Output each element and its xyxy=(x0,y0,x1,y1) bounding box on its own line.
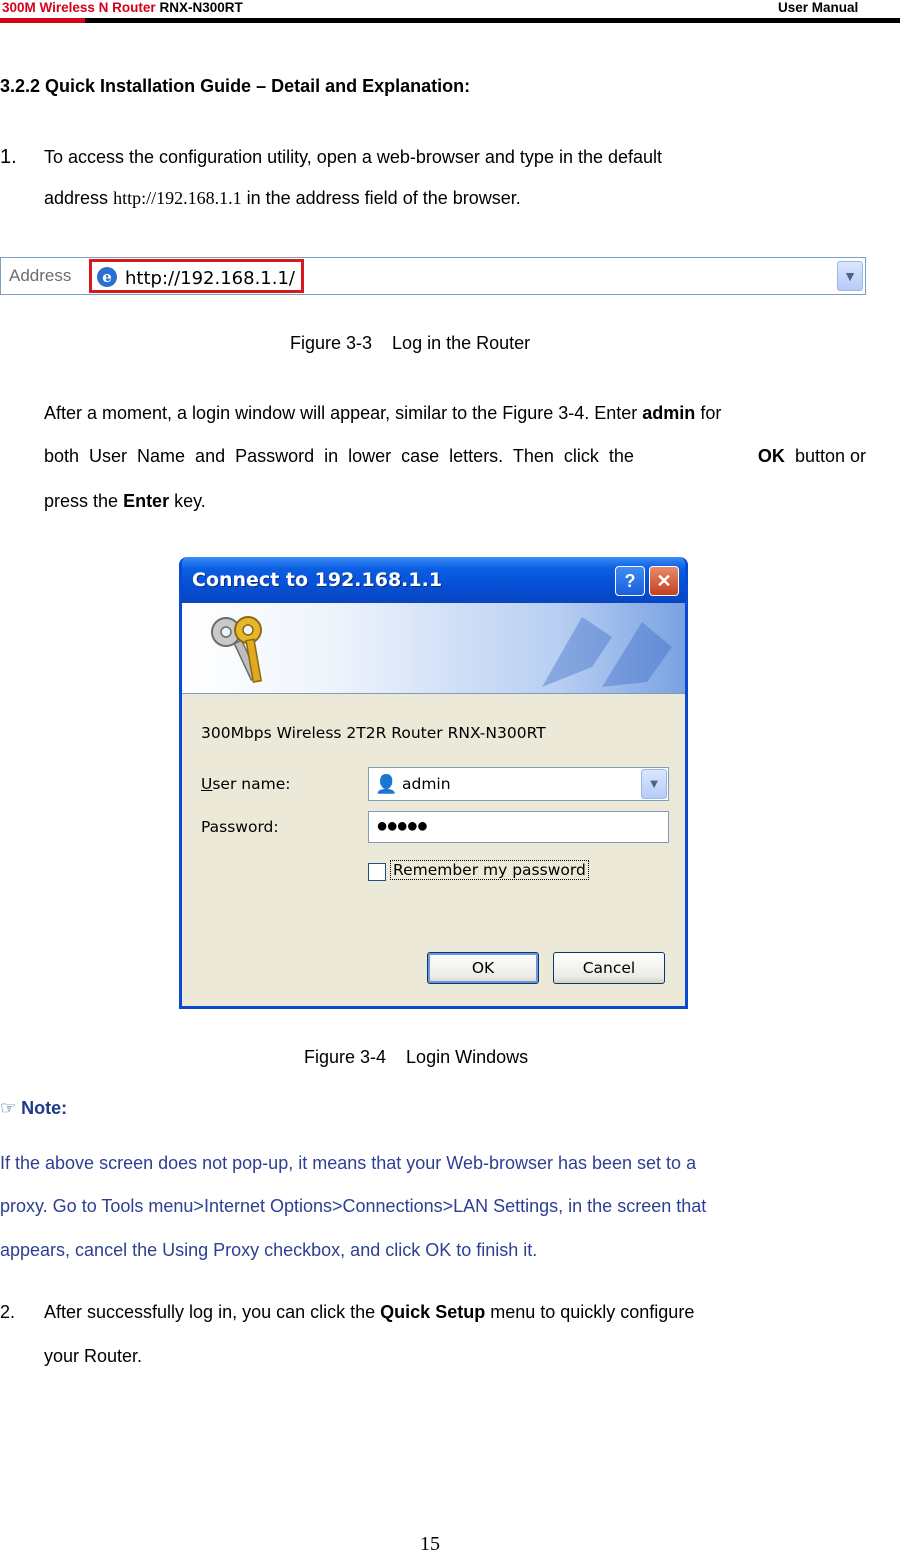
browser-address-bar xyxy=(0,257,866,295)
step1-url: http://192.168.1.1 xyxy=(113,188,242,208)
header-model: RNX-N300RT xyxy=(159,0,243,15)
instr-line1-after: for xyxy=(700,403,722,423)
chevron-down-icon: ▼ xyxy=(843,268,857,284)
login-instructions-line1 xyxy=(44,403,866,423)
login-instructions-line3 xyxy=(44,491,206,511)
header-rule-black xyxy=(85,18,900,23)
username-label xyxy=(201,775,290,793)
password-field[interactable] xyxy=(368,811,669,843)
cancel-button[interactable]: Cancel xyxy=(553,952,665,984)
username-field[interactable] xyxy=(368,767,669,801)
username-value: admin xyxy=(402,775,451,793)
step1-line2 xyxy=(44,188,521,208)
note-line1: If the above screen does not pop-up, it means that your Web-browser has been set to a xyxy=(0,1153,697,1173)
username-dropdown-button[interactable] xyxy=(641,769,667,799)
url-highlight-box xyxy=(89,259,304,293)
chevron-down-icon: ▼ xyxy=(647,776,661,791)
header-product xyxy=(2,0,243,15)
instr-line2-text: both User Name and Password in lower case letters. Then click the xyxy=(44,446,634,466)
step1-line2-rest: in the address field of the browser. xyxy=(246,188,521,208)
help-button[interactable]: ? xyxy=(615,566,645,596)
header-rule-red xyxy=(0,18,85,23)
instr-ok: OK xyxy=(757,446,785,466)
step1-line1: To access the configuration utility, open a web-browser and type in the default xyxy=(44,147,663,167)
pointing-hand-icon: ☞ xyxy=(0,1098,17,1118)
decorative-network-graphic xyxy=(522,607,682,693)
step1-number: 1. xyxy=(0,146,17,168)
note-label: Note: xyxy=(21,1098,68,1118)
password-label: Password: xyxy=(201,818,279,836)
instr-line1-text: After a moment, a login window will appear, similar to the Figure 3-4. Enter xyxy=(44,403,638,423)
remember-password-label[interactable]: Remember my password xyxy=(390,860,589,880)
header-doc-type: User Manual xyxy=(778,0,859,15)
instr-line3-text: press the xyxy=(44,491,119,511)
login-dialog xyxy=(179,557,688,1009)
remember-password-checkbox[interactable] xyxy=(368,863,386,881)
step2-line2: your Router. xyxy=(44,1346,143,1366)
dialog-title: Connect to 192.168.1.1 xyxy=(192,569,443,591)
figure-3-4-caption: Figure 3-4 Login Windows xyxy=(304,1047,529,1067)
address-url[interactable]: http://192.168.1.1/ xyxy=(125,268,295,289)
step2-quick-setup: Quick Setup xyxy=(380,1302,486,1322)
login-instructions-line2 xyxy=(44,446,866,466)
address-label: Address xyxy=(9,266,72,285)
user-icon: 👤 xyxy=(375,774,398,794)
instr-admin: admin xyxy=(642,403,696,423)
page-number: 15 xyxy=(420,1533,440,1555)
section-heading: 3.2.2 Quick Installation Guide – Detail and Explanation: xyxy=(0,76,471,96)
address-dropdown-button[interactable] xyxy=(837,261,863,291)
note-line3: appears, cancel the Using Proxy checkbox, and click OK to finish it. xyxy=(0,1240,538,1260)
note-heading xyxy=(0,1098,67,1119)
step2-line1 xyxy=(44,1302,694,1322)
dialog-banner xyxy=(182,603,685,694)
keys-icon xyxy=(204,608,284,688)
password-value: ●●●●● xyxy=(376,815,427,837)
page-header xyxy=(0,0,900,26)
dialog-titlebar[interactable] xyxy=(182,557,685,603)
username-label-text: ser name: xyxy=(212,775,291,793)
header-product-name: 300M Wireless N Router xyxy=(2,0,156,15)
instr-line3-after: key. xyxy=(174,491,206,511)
step2-line1-text: After successfully log in, you can click the xyxy=(44,1302,376,1322)
figure-3-3-caption: Figure 3-3 Log in the Router xyxy=(290,333,531,353)
close-button[interactable]: ✕ xyxy=(649,566,679,596)
step2-number: 2. xyxy=(0,1302,16,1322)
username-label-accesskey: U xyxy=(201,775,213,793)
ok-button[interactable]: OK xyxy=(427,952,539,984)
instr-line2-after: button or xyxy=(794,446,866,466)
router-description: 300Mbps Wireless 2T2R Router RNX-N300RT xyxy=(201,724,546,742)
note-line2: proxy. Go to Tools menu>Internet Options>Connections>LAN Settings, in the screen that xyxy=(0,1196,707,1216)
step2-line1-after: menu to quickly configure xyxy=(490,1302,695,1322)
step1-address-word: address xyxy=(44,188,109,208)
instr-enter: Enter xyxy=(123,491,170,511)
ie-icon: e xyxy=(97,267,117,287)
